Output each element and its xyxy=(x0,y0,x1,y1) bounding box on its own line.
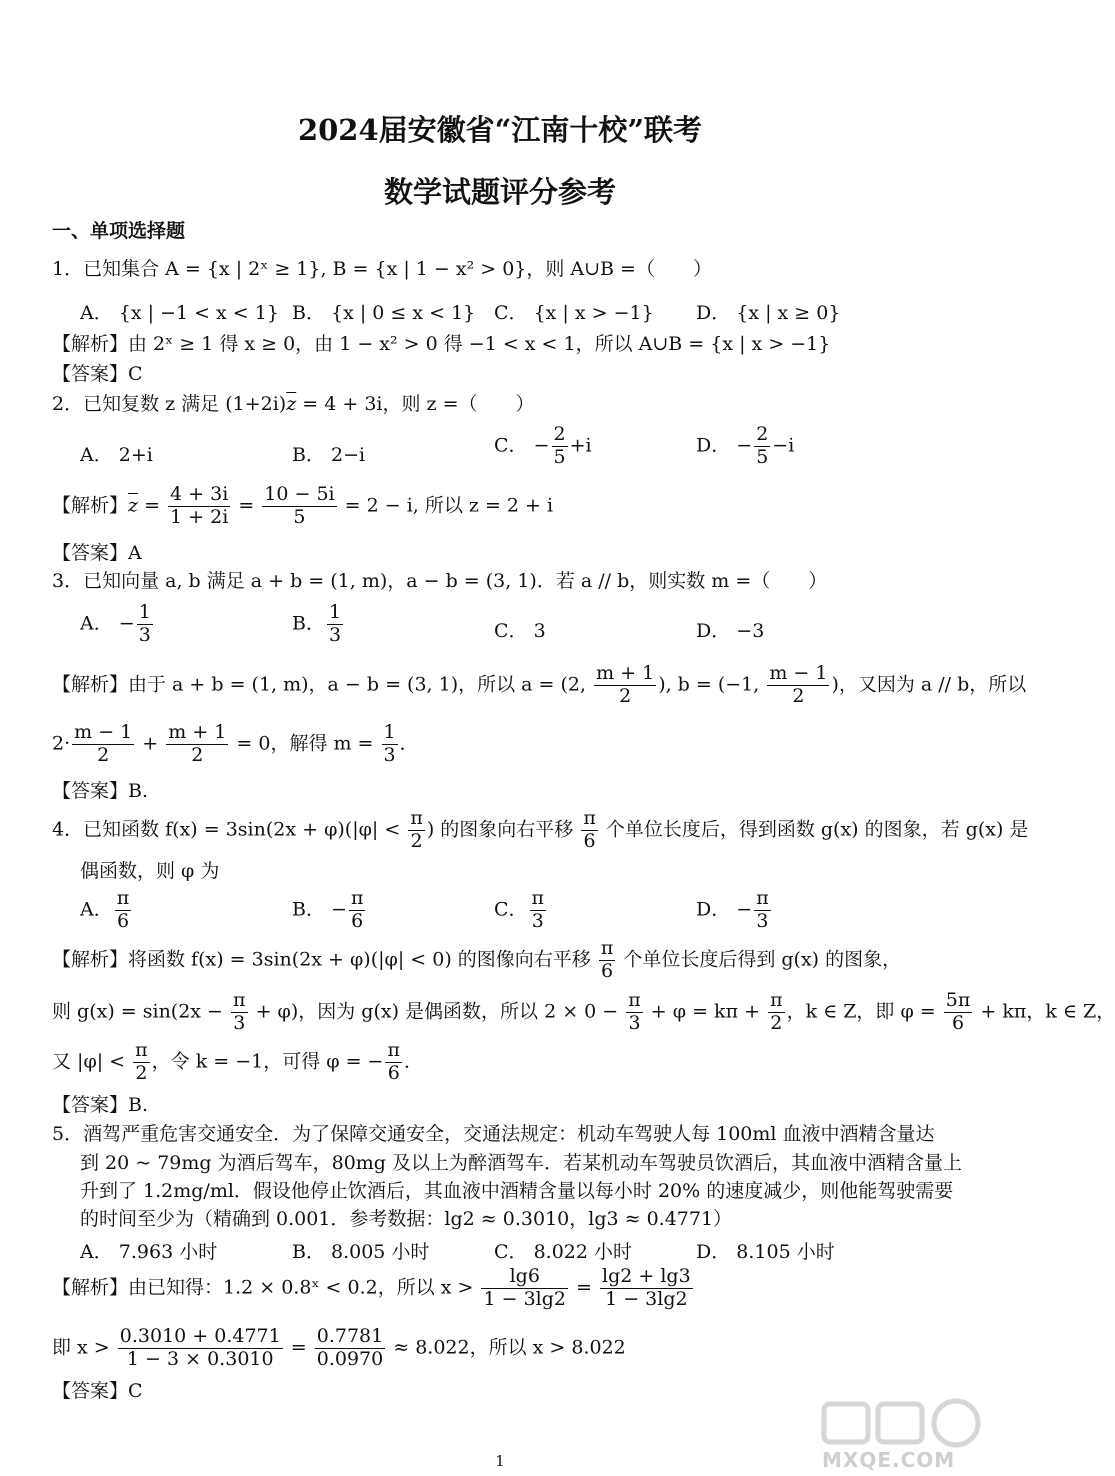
q2-option-b[interactable]: B． 2−i xyxy=(292,444,366,466)
q4-analysis-line1: 【解析】将函数 f(x) = 3sin(2x + φ)(|φ| < 0) 的图像向右平移 $\frac{\pi}{6}$ 个单位长度后得到 g(x) 的图象， xyxy=(52,937,902,982)
q3-analysis-line2: 2· $\frac{m - 1}{2}$ + $\frac{m + 1}{2}$ = 0，解得 m = $\frac{1}{3}$ ． xyxy=(52,721,419,766)
section-heading: 一、单项选择题 xyxy=(52,220,186,242)
q5-option-b[interactable]: B． 8.005 小时 xyxy=(292,1241,430,1263)
q5-stem-line3: 升到了 1.2mg/ml．假设他停止饮酒后，其血液中酒精含量以每小时 20% 的速度减少，则他能驾驶需要 xyxy=(80,1180,954,1202)
q5-option-a[interactable]: A． 7.963 小时 xyxy=(80,1241,218,1263)
q4-answer: 【答案】B. xyxy=(52,1094,149,1116)
q5-option-c[interactable]: C． 8.022 小时 xyxy=(494,1241,633,1263)
q5-stem-line4: 的时间至少为（精确到 0.001．参考数据：lg2 ≈ 0.3010，lg3 ≈ 0.4771） xyxy=(80,1208,733,1230)
page-number: 1 xyxy=(495,1452,505,1470)
q1-option-a[interactable]: A． {x | −1 < x < 1} xyxy=(80,302,279,324)
q3-option-d[interactable]: D． −3 xyxy=(696,620,765,642)
analysis-label: 【解析】 xyxy=(52,494,129,517)
q2-option-d[interactable]: D． − $\frac{2}{5}$ −i xyxy=(696,423,795,468)
q2-option-a[interactable]: A． 2+i xyxy=(80,444,153,466)
q1-option-c[interactable]: C． {x | x > −1} xyxy=(494,302,654,324)
q4-stem-line1: 4．已知函数 f(x) = 3sin(2x + φ)(|φ| < $\frac{\pi}{2}$ ) 的图象向右平移 $\frac{\pi}{6}$ 个单位长度后，得到函数 g(x) 的图象，若 g(x) 是 xyxy=(52,807,1029,852)
q5-stem-line1: 5．酒驾严重危害交通安全．为了保障交通安全，交通法规定：机动车驾驶人每 100ml 血液中酒精含量达 xyxy=(52,1123,935,1145)
q1-stem: 1．已知集合 A = {x | 2ˣ ≥ 1}, B = {x | 1 − x² > 0}，则 A∪B =（ ） xyxy=(52,258,712,280)
q2-stem: 2．已知复数 z 满足 $(1+2i)\overline{z} = 4 + 3i$，则 z =（ ） xyxy=(52,393,535,415)
q3-answer: 【答案】B. xyxy=(52,780,149,802)
q1-analysis: 【解析】由 2ˣ ≥ 1 得 x ≥ 0，由 1 − x² > 0 得 −1 < x < 1，所以 A∪B = {x | x > −1} xyxy=(52,333,831,355)
q4-option-b[interactable]: B． − $\frac{\pi}{6}$ xyxy=(292,887,364,932)
q3-option-b[interactable]: B． $\frac{1}{3}$ xyxy=(292,601,342,646)
q2-answer: 【答案】A xyxy=(52,542,142,564)
page-title: 2024届安徽省“江南十校”联考 xyxy=(297,113,703,147)
q4-option-a[interactable]: A． $\frac{\pi}{6}$ xyxy=(80,887,130,932)
q5-stem-line2: 到 20 ~ 79mg 为酒后驾车，80mg 及以上为醉酒驾车．若某机动车驾驶员饮酒后，其血液中酒精含量上 xyxy=(80,1152,963,1174)
watermark-text: MXQE.COM xyxy=(822,1448,956,1472)
answer-label: 【答案】 xyxy=(52,1094,129,1116)
page-subtitle: 数学试题评分参考 xyxy=(383,175,616,209)
q3-option-c[interactable]: C． 3 xyxy=(494,620,546,642)
analysis-label: 【解析】 xyxy=(52,333,129,355)
q3-stem: 3．已知向量 a, b 满足 a + b = (1, m)，a − b = (3, 1)．若 a // b，则实数 m =（ ） xyxy=(52,570,828,592)
answer-label: 【答案】 xyxy=(52,363,129,385)
q5-analysis-line2: 即 x > $\frac{0.3010 + 0.4771}{1 - 3 \times 0.3010}$ = $\frac{0.7781}{0.0970}$ ≈ 8.022，所以 x > 8.022 xyxy=(52,1325,626,1370)
q4-stem-line2: 偶函数，则 φ 为 xyxy=(80,860,220,882)
q5-option-d[interactable]: D． 8.105 小时 xyxy=(696,1241,835,1263)
q1-option-b[interactable]: B． {x | 0 ≤ x < 1} xyxy=(292,302,476,324)
analysis-label: 【解析】 xyxy=(52,1276,129,1299)
answer-label: 【答案】 xyxy=(52,780,129,802)
q4-option-c[interactable]: C． $\frac{\pi}{3}$ xyxy=(494,887,545,932)
q3-option-a[interactable]: A． − $\frac{1}{3}$ xyxy=(80,601,151,646)
q3-analysis-line1: 【解析】由于 a + b = (1, m)，a − b = (3, 1)，所以 a = (2, $\frac{m + 1}{2}$ ), b = (−1, $\frac{m - 1}{2}$ )，又因为 a // b，所以 xyxy=(52,662,1027,707)
answer-label: 【答案】 xyxy=(52,542,129,564)
q5-answer: 【答案】C xyxy=(52,1380,143,1402)
analysis-label: 【解析】 xyxy=(52,673,129,696)
q4-analysis-line3: 又 |φ| < $\frac{\pi}{2}$ ，令 k = −1，可得 φ = − $\frac{\pi}{6}$ ． xyxy=(52,1039,423,1084)
q4-analysis-line2: 则 g(x) = sin(2x − $\frac{\pi}{3}$ + φ)，因为 g(x) 是偶函数，所以 2 × 0 − $\frac{\pi}{3}$ + φ = kπ + $\frac{\pi}{2}$ ，k ∈ Z，即 φ = $\frac{5\pi}{6}$ + kπ，k ∈ Z， xyxy=(52,989,1115,1034)
q2-analysis: 【解析】$\overline{z}$ = $\frac{4 + 3i}{1 + 2i}$ = $\frac{10 - 5i}{5}$ = 2 − i, 所以 z = 2 + i xyxy=(52,483,554,528)
analysis-label: 【解析】 xyxy=(52,948,129,971)
q1-answer: 【答案】C xyxy=(52,363,143,385)
answer-label: 【答案】 xyxy=(52,1380,129,1402)
q1-option-d[interactable]: D． {x | x ≥ 0} xyxy=(696,302,841,324)
q5-analysis-line1: 【解析】由已知得：1.2 × 0.8ˣ < 0.2，所以 x > $\frac{\lg 6}{1 - 3\lg 2}$ = $\frac{\lg 2 + \lg 3}{1 - 3\lg 2}$ xyxy=(52,1265,691,1310)
q4-option-d[interactable]: D． − $\frac{\pi}{3}$ xyxy=(696,887,769,932)
q2-option-c[interactable]: C． − $\frac{2}{5}$ +i xyxy=(494,423,592,468)
